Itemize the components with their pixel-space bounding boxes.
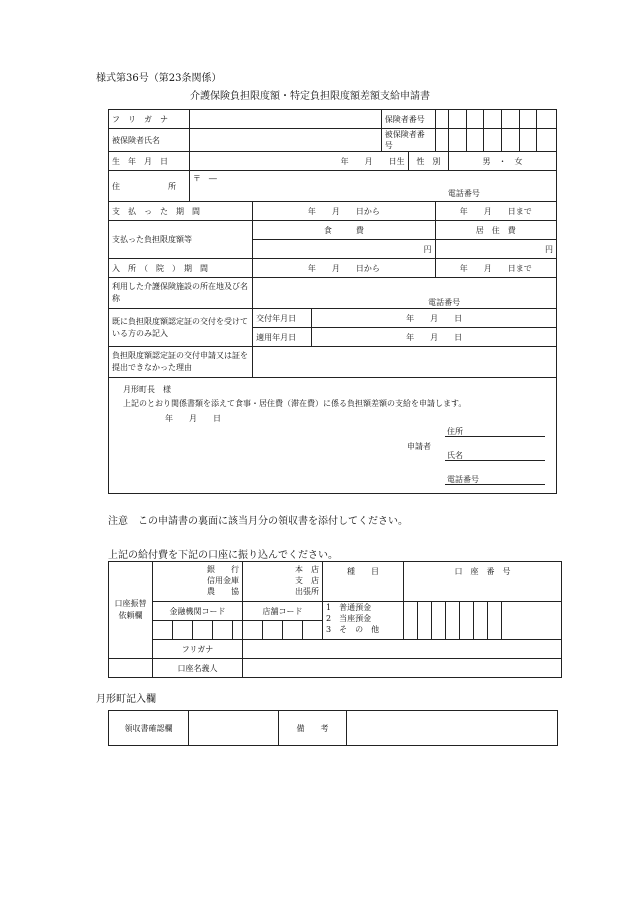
branch-type-cell[interactable] xyxy=(243,562,323,602)
residence-amount[interactable]: 円 xyxy=(435,240,556,259)
insured-digit[interactable] xyxy=(484,129,502,152)
furigana2-label: フリガナ xyxy=(153,640,243,659)
declaration-box xyxy=(109,378,557,494)
transfer-label: 口座振替依頼欄 xyxy=(109,562,153,659)
branch-code-digit[interactable] xyxy=(263,621,283,640)
insurer-digit[interactable] xyxy=(449,110,467,129)
account-extra[interactable] xyxy=(502,602,562,640)
apply-date-field[interactable]: 年 月 日 xyxy=(312,328,557,347)
applicant-phone-line[interactable] xyxy=(445,484,545,485)
account-digit[interactable] xyxy=(404,602,418,640)
bank-code-digit[interactable] xyxy=(173,621,193,640)
admission-to[interactable]: 年 月 日まで xyxy=(435,259,556,278)
account-type-options[interactable] xyxy=(323,602,404,640)
transfer-label-tail xyxy=(109,659,153,678)
facility-field[interactable] xyxy=(253,278,557,309)
page-title: 介護保険負担限度額・特定負担限度額差額支給申請書 xyxy=(190,91,430,102)
bank-code-digit[interactable] xyxy=(213,621,233,640)
branch-code-digit[interactable] xyxy=(303,621,323,640)
branch-type-1: 支 店 xyxy=(295,576,320,585)
paid-period-to[interactable]: 年 月 日まで xyxy=(435,202,556,221)
address-field[interactable] xyxy=(189,171,556,202)
admission-period-label: 入 所 （ 院 ） 期 間 xyxy=(109,259,253,278)
account-type-1: 2 当座預金 xyxy=(326,614,372,623)
account-number-label: 口 座 番 号 xyxy=(404,562,562,602)
insurer-digit[interactable] xyxy=(537,110,557,129)
paid-limit-label: 支払った負担限度額等 xyxy=(109,221,253,259)
insurer-digit[interactable] xyxy=(501,110,519,129)
food-label: 食 費 xyxy=(253,221,435,240)
account-holder-field[interactable] xyxy=(243,659,562,678)
insured-number-label: 被保険者番号 xyxy=(381,129,435,152)
insured-name-label: 被保険者氏名 xyxy=(109,129,190,152)
furigana-label: フ リ ガ ナ xyxy=(109,110,190,129)
insured-digit[interactable] xyxy=(501,129,519,152)
remarks-field[interactable] xyxy=(347,711,558,746)
paid-period-label: 支 払 っ た 期 間 xyxy=(109,202,253,221)
insured-digit[interactable] xyxy=(519,129,537,152)
insured-name-field[interactable] xyxy=(189,129,381,152)
insurer-digit[interactable] xyxy=(519,110,537,129)
applicant-name-label: 氏名 xyxy=(447,451,463,460)
branch-type-0: 本 店 xyxy=(295,565,320,574)
birth-date-field[interactable]: 年 月 日生 xyxy=(189,152,408,171)
apply-date-label: 適用年月日 xyxy=(253,328,312,347)
account-type-label: 種 目 xyxy=(323,562,404,602)
paid-period-from[interactable]: 年 月 日から xyxy=(253,202,435,221)
applicant-label: 申請者 xyxy=(407,442,431,451)
residence-label: 居 住 費 xyxy=(435,221,556,240)
statement-date[interactable]: 年 月 日 xyxy=(165,414,221,423)
bank-type-cell[interactable] xyxy=(153,562,243,602)
account-holder-label: 口座名義人 xyxy=(153,659,243,678)
account-type-0: 1 普通預金 xyxy=(326,603,372,612)
issue-date-label: 交付年月日 xyxy=(253,309,312,328)
account-digit[interactable] xyxy=(474,602,488,640)
account-type-2: 3 そ の 他 xyxy=(326,625,380,634)
furigana2-field[interactable] xyxy=(243,640,562,659)
bank-type-0: 銀 行 xyxy=(207,565,240,574)
address-phone-label: 電話番号 xyxy=(447,189,480,198)
branch-code-label: 店舗コード xyxy=(243,602,323,621)
insurer-digit[interactable] xyxy=(435,110,448,129)
applicant-phone-label: 電話番号 xyxy=(447,475,479,484)
sex-options[interactable]: 男 ・ 女 xyxy=(449,152,557,171)
mayor-address: 月形町長 様 xyxy=(123,385,171,394)
applicant-address-line[interactable] xyxy=(445,436,545,437)
statement-text: 上記のとおり関係書類を添えて食事・居住費（滞在費）に係る負担額差額の支給を申請します。 xyxy=(123,399,467,408)
insurer-digit[interactable] xyxy=(466,110,484,129)
facility-label: 利用した介護保険施設の所在地及び名称 xyxy=(109,278,253,309)
bank-type-2: 農 協 xyxy=(207,587,240,596)
bank-type-1: 信用金庫 xyxy=(207,576,240,585)
insured-digit[interactable] xyxy=(435,129,448,152)
facility-phone-label: 電話番号 xyxy=(428,298,461,307)
applicant-address-label: 住所 xyxy=(447,427,463,436)
bank-code-label: 金融機関コード xyxy=(153,602,243,621)
applicant-name-line[interactable] xyxy=(445,460,545,461)
form-number: 様式第36号（第23条関係） xyxy=(96,73,222,84)
admission-from[interactable]: 年 月 日から xyxy=(253,259,435,278)
insurer-digit[interactable] xyxy=(484,110,502,129)
bank-code-digit[interactable] xyxy=(193,621,213,640)
food-amount[interactable]: 円 xyxy=(253,240,435,259)
reason-field[interactable] xyxy=(253,347,557,378)
branch-type-2: 出張所 xyxy=(295,587,320,596)
address-label: 住 所 xyxy=(109,171,190,202)
certificate-holder-label: 既に負担限度額認定証の交付を受けている方のみ記入 xyxy=(109,309,253,347)
account-digit[interactable] xyxy=(432,602,446,640)
insured-digit[interactable] xyxy=(537,129,557,152)
account-digit[interactable] xyxy=(446,602,460,640)
postal-mark: 〒 ― xyxy=(192,174,217,183)
branch-code-digit[interactable] xyxy=(283,621,303,640)
receipt-check-field[interactable] xyxy=(189,711,279,746)
birth-date-label: 生 年 月 日 xyxy=(109,152,190,171)
account-digit[interactable] xyxy=(418,602,432,640)
town-section-title: 月形町記入欄 xyxy=(96,694,156,705)
town-entry-table xyxy=(108,710,558,746)
bank-code-digit[interactable] xyxy=(153,621,173,640)
attachment-note: 注意 この申請書の裏面に該当月分の領収書を添付してください。 xyxy=(108,516,408,527)
reason-label: 負担限度額認定証の交付申請又は証を提出できなかった理由 xyxy=(109,347,253,378)
sex-label: 性 別 xyxy=(408,152,448,171)
branch-code-digit[interactable] xyxy=(243,621,263,640)
account-digit[interactable] xyxy=(460,602,474,640)
remarks-label: 備 考 xyxy=(279,711,347,746)
issue-date-field[interactable]: 年 月 日 xyxy=(312,309,557,328)
application-table xyxy=(108,109,557,494)
transfer-intro: 上記の給付費を下記の口座に振り込んでください。 xyxy=(108,550,338,561)
insurer-number-label: 保険者番号 xyxy=(381,110,435,129)
receipt-check-label: 領収書確認欄 xyxy=(109,711,189,746)
bank-code-spacer xyxy=(233,621,243,640)
insured-digit[interactable] xyxy=(466,129,484,152)
insured-digit[interactable] xyxy=(449,129,467,152)
bank-transfer-table xyxy=(108,561,562,678)
account-digit[interactable] xyxy=(488,602,502,640)
furigana-field[interactable] xyxy=(189,110,381,129)
